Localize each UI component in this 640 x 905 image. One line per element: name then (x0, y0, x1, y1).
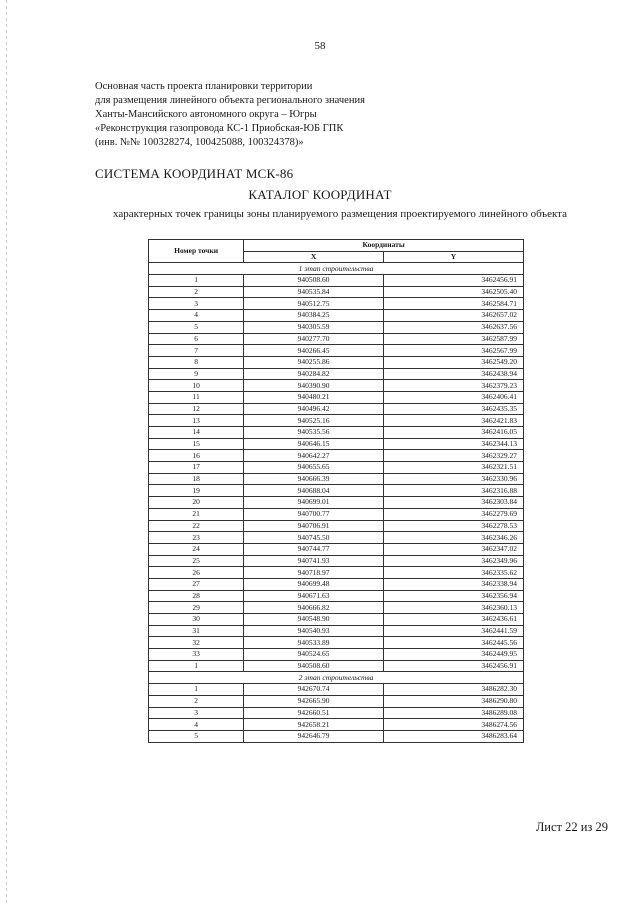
y-coordinate-cell: 3462436.61 (383, 614, 523, 626)
table-row (149, 485, 524, 497)
point-number-cell: 4 (149, 719, 244, 731)
table-row (149, 602, 524, 614)
x-coordinate-cell: 940548.90 (244, 614, 384, 626)
point-number-cell: 11 (149, 391, 244, 403)
table-row (149, 345, 524, 357)
x-coordinate-cell: 940390.90 (244, 380, 384, 392)
point-number-cell: 8 (149, 356, 244, 368)
point-number-cell: 1 (149, 275, 244, 287)
table-row (149, 555, 524, 567)
column-header-y: Y (383, 251, 523, 263)
table-body (149, 263, 524, 742)
table-row (149, 567, 524, 579)
stage-row (149, 672, 524, 684)
stage-label: 2 этап строительства (149, 672, 524, 684)
x-coordinate-cell: 940699.01 (244, 497, 384, 509)
y-coordinate-cell: 3462303.84 (383, 497, 523, 509)
y-coordinate-cell: 3462657.02 (383, 310, 523, 322)
x-coordinate-cell: 940512.75 (244, 298, 384, 310)
x-coordinate-cell: 940655.65 (244, 462, 384, 474)
y-coordinate-cell: 3462347.02 (383, 543, 523, 555)
y-coordinate-cell: 3462584.71 (383, 298, 523, 310)
point-number-cell: 16 (149, 450, 244, 462)
y-coordinate-cell: 3462416.05 (383, 427, 523, 439)
document-header (95, 80, 365, 150)
y-coordinate-cell: 3462379.23 (383, 380, 523, 392)
table-row (149, 614, 524, 626)
y-coordinate-cell: 3462338.94 (383, 578, 523, 590)
table-row (149, 590, 524, 602)
point-number-cell: 23 (149, 532, 244, 544)
y-coordinate-cell: 3462360.13 (383, 602, 523, 614)
x-coordinate-cell: 942646.79 (244, 730, 384, 742)
table-row (149, 356, 524, 368)
point-number-cell: 4 (149, 310, 244, 322)
y-coordinate-cell: 3462330.96 (383, 473, 523, 485)
x-coordinate-cell: 940255.86 (244, 356, 384, 368)
table-row (149, 508, 524, 520)
page-number: 58 (314, 40, 326, 52)
x-coordinate-cell: 942660.51 (244, 707, 384, 719)
point-number-cell: 1 (149, 660, 244, 672)
header-line: Ханты-Мансийского автономного округа – Югры (95, 109, 317, 120)
table-row (149, 275, 524, 287)
point-number-cell: 14 (149, 427, 244, 439)
y-coordinate-cell: 3462441.59 (383, 625, 523, 637)
sheet-label: Лист 22 из 29 (535, 820, 608, 834)
y-coordinate-cell: 3462587.99 (383, 333, 523, 345)
point-number-cell: 32 (149, 637, 244, 649)
table-row (149, 532, 524, 544)
x-coordinate-cell: 940718.97 (244, 567, 384, 579)
table-row (149, 707, 524, 719)
x-coordinate-cell: 940535.84 (244, 286, 384, 298)
x-coordinate-cell: 940745.50 (244, 532, 384, 544)
x-coordinate-cell: 940277.70 (244, 333, 384, 345)
x-coordinate-cell: 940699.48 (244, 578, 384, 590)
table-row (149, 415, 524, 427)
table-row (149, 286, 524, 298)
page-edge (6, 0, 7, 905)
table-row (149, 380, 524, 392)
x-coordinate-cell: 940744.77 (244, 543, 384, 555)
table-row (149, 730, 524, 742)
y-coordinate-cell: 3462445.56 (383, 637, 523, 649)
y-coordinate-cell: 3462321.51 (383, 462, 523, 474)
table-row (149, 473, 524, 485)
point-number-cell: 10 (149, 380, 244, 392)
point-number-cell: 15 (149, 438, 244, 450)
x-coordinate-cell: 940508.60 (244, 660, 384, 672)
y-coordinate-cell: 3462335.62 (383, 567, 523, 579)
x-coordinate-cell: 940671.63 (244, 590, 384, 602)
x-coordinate-cell: 940646.15 (244, 438, 384, 450)
table-row (149, 578, 524, 590)
point-number-cell: 28 (149, 590, 244, 602)
x-coordinate-cell: 940480.21 (244, 391, 384, 403)
y-coordinate-cell: 3462549.20 (383, 356, 523, 368)
point-number-cell: 3 (149, 707, 244, 719)
x-coordinate-cell: 940642.27 (244, 450, 384, 462)
y-coordinate-cell: 3462329.27 (383, 450, 523, 462)
coordinates-table (148, 239, 524, 743)
y-coordinate-cell: 3462637.56 (383, 321, 523, 333)
stage-label: 1 этап строительства (149, 263, 524, 275)
column-header-point: Номер точки (149, 240, 244, 263)
x-coordinate-cell: 940706.91 (244, 520, 384, 532)
table-row (149, 462, 524, 474)
x-coordinate-cell: 940266.45 (244, 345, 384, 357)
table-row (149, 684, 524, 696)
point-number-cell: 13 (149, 415, 244, 427)
point-number-cell: 7 (149, 345, 244, 357)
x-coordinate-cell: 940525.16 (244, 415, 384, 427)
x-coordinate-cell: 940524.65 (244, 649, 384, 661)
y-coordinate-cell: 3462406.41 (383, 391, 523, 403)
table-row (149, 695, 524, 707)
y-coordinate-cell: 3462346.26 (383, 532, 523, 544)
x-coordinate-cell: 940305.59 (244, 321, 384, 333)
point-number-cell: 2 (149, 695, 244, 707)
point-number-cell: 22 (149, 520, 244, 532)
table-row (149, 403, 524, 415)
point-number-cell: 18 (149, 473, 244, 485)
y-coordinate-cell: 3462449.95 (383, 649, 523, 661)
x-coordinate-cell: 942658.21 (244, 719, 384, 731)
header-line: «Реконструкция газопровода КС-1 Приобская-ЮБ ГПК (95, 123, 344, 134)
header-line: Основная часть проекта планировки территории (95, 81, 313, 92)
point-number-cell: 9 (149, 368, 244, 380)
point-number-cell: 5 (149, 321, 244, 333)
x-coordinate-cell: 940284.82 (244, 368, 384, 380)
point-number-cell: 21 (149, 508, 244, 520)
y-coordinate-cell: 3462567.99 (383, 345, 523, 357)
x-coordinate-cell: 940741.93 (244, 555, 384, 567)
column-header-x: X (244, 251, 384, 263)
point-number-cell: 1 (149, 684, 244, 696)
table-row (149, 450, 524, 462)
table-row (149, 310, 524, 322)
point-number-cell: 2 (149, 286, 244, 298)
y-coordinate-cell: 3486289.08 (383, 707, 523, 719)
point-number-cell: 30 (149, 614, 244, 626)
catalog-title: КАТАЛОГ КООРДИНАТ (248, 187, 392, 202)
header-line: (инв. №№ 100328274, 100425088, 100324378)» (95, 137, 304, 148)
table-row (149, 625, 524, 637)
table-row (149, 497, 524, 509)
x-coordinate-cell: 942665.90 (244, 695, 384, 707)
table-row (149, 391, 524, 403)
x-coordinate-cell: 940384.25 (244, 310, 384, 322)
catalog-subtitle: характерных точек границы зоны планируемого размещения проектируемого линейного объекта (112, 208, 567, 220)
stage-row (149, 263, 524, 275)
x-coordinate-cell: 940666.82 (244, 602, 384, 614)
x-coordinate-cell: 940535.56 (244, 427, 384, 439)
y-coordinate-cell: 3462421.83 (383, 415, 523, 427)
point-number-cell: 20 (149, 497, 244, 509)
x-coordinate-cell: 940700.77 (244, 508, 384, 520)
point-number-cell: 5 (149, 730, 244, 742)
point-number-cell: 17 (149, 462, 244, 474)
y-coordinate-cell: 3462456.91 (383, 275, 523, 287)
point-number-cell: 29 (149, 602, 244, 614)
point-number-cell: 6 (149, 333, 244, 345)
x-coordinate-cell: 940688.04 (244, 485, 384, 497)
point-number-cell: 26 (149, 567, 244, 579)
point-number-cell: 19 (149, 485, 244, 497)
table-row (149, 333, 524, 345)
point-number-cell: 25 (149, 555, 244, 567)
y-coordinate-cell: 3486282.30 (383, 684, 523, 696)
table-row (149, 520, 524, 532)
point-number-cell: 24 (149, 543, 244, 555)
table-row (149, 298, 524, 310)
x-coordinate-cell: 942670.74 (244, 684, 384, 696)
y-coordinate-cell: 3462349.96 (383, 555, 523, 567)
column-header-coords: Координаты (244, 240, 524, 252)
y-coordinate-cell: 3462435.35 (383, 403, 523, 415)
point-number-cell: 3 (149, 298, 244, 310)
table-row (149, 321, 524, 333)
y-coordinate-cell: 3462316.88 (383, 485, 523, 497)
table-row (149, 660, 524, 672)
y-coordinate-cell: 3462344.13 (383, 438, 523, 450)
table-row (149, 438, 524, 450)
header-line: для размещения линейного объекта регионального значения (95, 95, 365, 106)
x-coordinate-cell: 940496.42 (244, 403, 384, 415)
y-coordinate-cell: 3462278.53 (383, 520, 523, 532)
y-coordinate-cell: 3486274.56 (383, 719, 523, 731)
y-coordinate-cell: 3462505.40 (383, 286, 523, 298)
y-coordinate-cell: 3486283.64 (383, 730, 523, 742)
y-coordinate-cell: 3486290.80 (383, 695, 523, 707)
point-number-cell: 31 (149, 625, 244, 637)
coordinate-system-title: СИСТЕМА КООРДИНАТ МСК-86 (95, 166, 294, 181)
x-coordinate-cell: 940533.89 (244, 637, 384, 649)
table-row (149, 543, 524, 555)
table-row (149, 649, 524, 661)
y-coordinate-cell: 3462456.91 (383, 660, 523, 672)
y-coordinate-cell: 3462438.94 (383, 368, 523, 380)
table-row (149, 427, 524, 439)
y-coordinate-cell: 3462279.69 (383, 508, 523, 520)
point-number-cell: 12 (149, 403, 244, 415)
y-coordinate-cell: 3462356.94 (383, 590, 523, 602)
point-number-cell: 27 (149, 578, 244, 590)
x-coordinate-cell: 940540.93 (244, 625, 384, 637)
x-coordinate-cell: 940508.60 (244, 275, 384, 287)
table-row (149, 368, 524, 380)
table-row (149, 719, 524, 731)
table-row (149, 637, 524, 649)
x-coordinate-cell: 940666.39 (244, 473, 384, 485)
point-number-cell: 33 (149, 649, 244, 661)
